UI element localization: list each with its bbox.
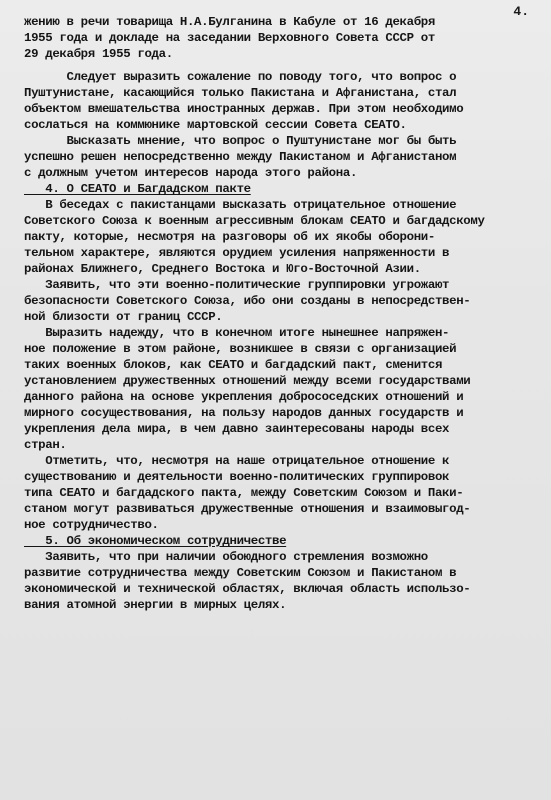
text-line: экономической и технической областях, включая область использо-	[24, 582, 471, 596]
text-line: развитие сотрудничества между Советским Союзом и Пакистаном в	[24, 566, 457, 580]
text-line: существованию и деятельности военно-политических группировок	[24, 470, 450, 484]
text-line: ное сотрудничество.	[24, 518, 159, 532]
text-line: жению в речи товарища Н.А.Булганина в Кабуле от 16 декабря	[24, 15, 435, 29]
text-line: ной близости от границ СССР.	[24, 310, 223, 324]
text-line: данного района на основе укрепления добрососедских отношений и	[24, 390, 464, 404]
page-number: 4.	[513, 4, 529, 19]
section-heading-5: 5. Об экономическом сотрудничестве	[24, 534, 287, 548]
text-line: тельном характере, являются орудием усиления напряженности в	[24, 246, 450, 260]
text-line: безопасности Советского Союза, ибо они созданы в непосредствен-	[24, 294, 471, 308]
text-line: укрепления дела мира, в чем давно заинтересованы народы всех	[24, 422, 450, 436]
text-line: Выразить надежду, что в конечном итоге нынешнее напряжен-	[24, 326, 450, 340]
text-line: В беседах с пакистанцами высказать отрицательное отношение	[24, 198, 457, 212]
text-line: сослаться на коммюнике мартовской сессии Совета СЕАТО.	[24, 118, 407, 132]
text-line: 1955 года и докладе на заседании Верховного Совета СССР от	[24, 31, 435, 45]
text-line: Заявить, что при наличии обоюдного стремления возможно	[24, 550, 428, 564]
text-line: Отметить, что, несмотря на наше отрицательное отношение к	[24, 454, 450, 468]
document-body	[24, 14, 529, 613]
text-line: Советского Союза к военным агрессивным блокам СЕАТО и багдадскому	[24, 214, 485, 228]
text-line: установлением дружественных отношений между всеми государствами	[24, 374, 471, 388]
text-line: с должным учетом интересов народа этого района.	[24, 166, 358, 180]
text-line: пакту, которые, несмотря на разговоры об их якобы оборони-	[24, 230, 435, 244]
text-line: Пуштунистане, касающийся только Пакистана и Афганистана, стал	[24, 86, 457, 100]
text-line: типа СЕАТО и багдадского пакта, между Советским Союзом и Паки-	[24, 486, 464, 500]
text-line: успешно решен непосредственно между Пакистаном и Афганистаном	[24, 150, 457, 164]
text-line: стран.	[24, 438, 67, 452]
text-line: Высказать мнение, что вопрос о Пуштунистане мог бы быть	[24, 134, 457, 148]
text-line: Следует выразить сожаление по поводу того, что вопрос о	[24, 70, 457, 84]
text-line: ное положение в этом районе, возникшее в связи с организацией	[24, 342, 457, 356]
text-line: вания атомной энергии в мирных целях.	[24, 598, 287, 612]
text-line: Заявить, что эти военно-политические группировки угрожают	[24, 278, 450, 292]
text-line: объектом вмешательства иностранных держав. При этом необходимо	[24, 102, 464, 116]
text-line: станом могут развиваться дружественные отношения и взаимовыгод-	[24, 502, 471, 516]
text-line: мирного сосуществования, на пользу народов данных государств и	[24, 406, 464, 420]
text-line: 29 декабря 1955 года.	[24, 47, 173, 61]
text-line: районах Ближнего, Среднего Востока и Юго-Восточной Азии.	[24, 262, 421, 276]
section-heading-4: 4. О СЕАТО и Багдадском пакте	[24, 182, 251, 196]
text-line: таких военных блоков, как СЕАТО и багдадский пакт, сменится	[24, 358, 443, 372]
